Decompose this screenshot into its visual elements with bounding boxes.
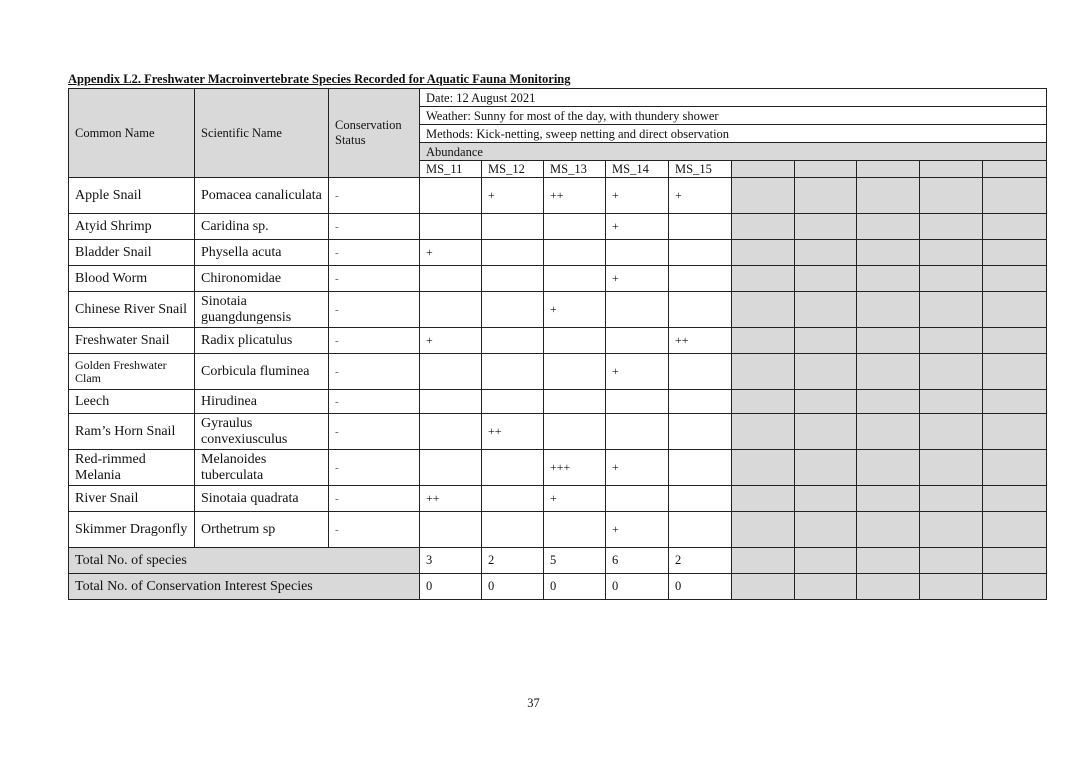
empty-grey-cell (857, 292, 920, 328)
abundance-cell: + (420, 240, 482, 266)
abundance-cell (420, 292, 482, 328)
empty-grey-cell (732, 266, 795, 292)
abundance-cell (544, 390, 606, 414)
table-title: Appendix L2. Freshwater Macroinvertebrate Species Recorded for Aquatic Fauna Monitoring (68, 72, 571, 86)
species-table (68, 88, 1047, 600)
common-name-cell: Freshwater Snail (69, 328, 195, 354)
abundance-cell: + (606, 450, 669, 486)
empty-grey-cell (983, 214, 1047, 240)
empty-grey-cell (795, 574, 857, 600)
conservation-status-cell: - (329, 354, 420, 390)
empty-grey-cell (983, 266, 1047, 292)
empty-grey-cell (983, 486, 1047, 512)
empty-grey-cell (920, 512, 983, 548)
site-header-cell (983, 161, 1047, 178)
scientific-name-cell: Sinotaia quadrata (195, 486, 329, 512)
empty-grey-cell (795, 450, 857, 486)
empty-grey-cell (920, 414, 983, 450)
totals-value-cell: 0 (544, 574, 606, 600)
table-body (69, 89, 1047, 600)
abundance-cell (669, 390, 732, 414)
table-row (69, 214, 1047, 240)
site-header-cell (857, 161, 920, 178)
totals-value-cell: 0 (669, 574, 732, 600)
empty-grey-cell (920, 328, 983, 354)
abundance-cell (606, 240, 669, 266)
empty-grey-cell (920, 266, 983, 292)
scientific-name-cell: Corbicula fluminea (195, 354, 329, 390)
header-row-date (69, 89, 1047, 107)
abundance-cell (544, 214, 606, 240)
abundance-cell (669, 240, 732, 266)
totals-label: Total No. of species (69, 548, 420, 574)
conservation-status-cell: - (329, 240, 420, 266)
empty-grey-cell (732, 574, 795, 600)
empty-grey-cell (983, 574, 1047, 600)
empty-grey-cell (920, 390, 983, 414)
scientific-name-cell: Chironomidae (195, 266, 329, 292)
empty-grey-cell (857, 414, 920, 450)
empty-grey-cell (920, 548, 983, 574)
table-row (69, 178, 1047, 214)
page-number: 37 (527, 696, 540, 710)
header-common-name: Common Name (69, 89, 195, 178)
abundance-cell: + (606, 354, 669, 390)
table-row (69, 390, 1047, 414)
abundance-cell: + (482, 178, 544, 214)
common-name-cell: Chinese River Snail (69, 292, 195, 328)
table-row (69, 292, 1047, 328)
abundance-cell: + (669, 178, 732, 214)
abundance-cell (482, 354, 544, 390)
abundance-cell: + (606, 214, 669, 240)
abundance-cell (420, 266, 482, 292)
empty-grey-cell (857, 266, 920, 292)
table-row (69, 240, 1047, 266)
common-name-cell: River Snail (69, 486, 195, 512)
abundance-cell (606, 292, 669, 328)
scientific-name-cell: Hirudinea (195, 390, 329, 414)
totals-value-cell: 0 (606, 574, 669, 600)
empty-grey-cell (983, 414, 1047, 450)
abundance-cell (669, 354, 732, 390)
empty-grey-cell (732, 214, 795, 240)
totals-value-cell: 6 (606, 548, 669, 574)
totals-row (69, 548, 1047, 574)
common-name-cell: Blood Worm (69, 266, 195, 292)
abundance-cell (669, 486, 732, 512)
abundance-cell: ++ (544, 178, 606, 214)
empty-grey-cell (857, 512, 920, 548)
empty-grey-cell (920, 450, 983, 486)
abundance-cell (606, 390, 669, 414)
empty-grey-cell (795, 266, 857, 292)
empty-grey-cell (795, 548, 857, 574)
abundance-cell (482, 240, 544, 266)
empty-grey-cell (795, 414, 857, 450)
conservation-status-cell: - (329, 266, 420, 292)
conservation-status-cell: - (329, 292, 420, 328)
empty-grey-cell (920, 574, 983, 600)
empty-grey-cell (732, 328, 795, 354)
common-name-cell: Skimmer Dragonfly (69, 512, 195, 548)
scientific-name-cell: Radix plicatulus (195, 328, 329, 354)
conservation-status-cell: - (329, 450, 420, 486)
site-header-cell: MS_12 (482, 161, 544, 178)
empty-grey-cell (983, 548, 1047, 574)
conservation-status-cell: - (329, 486, 420, 512)
table-row (69, 354, 1047, 390)
empty-grey-cell (920, 214, 983, 240)
table-row (69, 512, 1047, 548)
site-header-cell (795, 161, 857, 178)
empty-grey-cell (732, 450, 795, 486)
common-name-cell: Ram’s Horn Snail (69, 414, 195, 450)
header-methods: Methods: Kick-netting, sweep netting and direct observation (420, 125, 1047, 143)
site-header-cell: MS_15 (669, 161, 732, 178)
abundance-cell (420, 214, 482, 240)
common-name-cell: Bladder Snail (69, 240, 195, 266)
common-name-cell: Leech (69, 390, 195, 414)
empty-grey-cell (732, 512, 795, 548)
table-row (69, 266, 1047, 292)
empty-grey-cell (983, 450, 1047, 486)
abundance-cell (606, 414, 669, 450)
totals-value-cell: 0 (482, 574, 544, 600)
abundance-cell: +++ (544, 450, 606, 486)
scientific-name-cell: Sinotaia guangdungensis (195, 292, 329, 328)
empty-grey-cell (920, 486, 983, 512)
empty-grey-cell (857, 548, 920, 574)
empty-grey-cell (920, 354, 983, 390)
common-name-cell: Golden Freshwater Clam (69, 354, 195, 390)
abundance-cell (482, 512, 544, 548)
scientific-name-cell: Caridina sp. (195, 214, 329, 240)
empty-grey-cell (795, 512, 857, 548)
empty-grey-cell (983, 240, 1047, 266)
empty-grey-cell (732, 178, 795, 214)
empty-grey-cell (795, 178, 857, 214)
site-header-cell (920, 161, 983, 178)
abundance-cell: + (606, 266, 669, 292)
empty-grey-cell (857, 354, 920, 390)
abundance-cell (482, 390, 544, 414)
header-scientific-name: Scientific Name (195, 89, 329, 178)
site-header-cell: MS_14 (606, 161, 669, 178)
abundance-cell (420, 354, 482, 390)
empty-grey-cell (920, 292, 983, 328)
table-row (69, 414, 1047, 450)
totals-row (69, 574, 1047, 600)
abundance-cell (420, 414, 482, 450)
abundance-cell (482, 292, 544, 328)
header-conservation-status: Conservation Status (329, 89, 420, 178)
abundance-cell (544, 414, 606, 450)
abundance-cell (544, 240, 606, 266)
abundance-cell (482, 266, 544, 292)
conservation-status-cell: - (329, 512, 420, 548)
abundance-cell: + (544, 292, 606, 328)
empty-grey-cell (795, 354, 857, 390)
abundance-cell (544, 354, 606, 390)
header-date: Date: 12 August 2021 (420, 89, 1047, 107)
abundance-cell (544, 266, 606, 292)
abundance-cell: + (606, 178, 669, 214)
scientific-name-cell: Orthetrum sp (195, 512, 329, 548)
conservation-status-cell: - (329, 178, 420, 214)
site-header-cell (732, 161, 795, 178)
scientific-name-cell: Physella acuta (195, 240, 329, 266)
conservation-status-cell: - (329, 414, 420, 450)
table-row (69, 328, 1047, 354)
abundance-cell (420, 178, 482, 214)
empty-grey-cell (983, 328, 1047, 354)
empty-grey-cell (857, 214, 920, 240)
empty-grey-cell (732, 292, 795, 328)
abundance-cell (544, 512, 606, 548)
totals-value-cell: 0 (420, 574, 482, 600)
empty-grey-cell (732, 354, 795, 390)
abundance-cell: ++ (420, 486, 482, 512)
scientific-name-cell: Gyraulus convexiusculus (195, 414, 329, 450)
common-name-cell: Red-rimmed Melania (69, 450, 195, 486)
empty-grey-cell (795, 292, 857, 328)
conservation-status-cell: - (329, 328, 420, 354)
empty-grey-cell (857, 486, 920, 512)
empty-grey-cell (983, 354, 1047, 390)
abundance-cell (482, 486, 544, 512)
abundance-cell (669, 292, 732, 328)
empty-grey-cell (857, 390, 920, 414)
empty-grey-cell (795, 328, 857, 354)
empty-grey-cell (795, 214, 857, 240)
abundance-cell: + (544, 486, 606, 512)
table-row (69, 450, 1047, 486)
empty-grey-cell (795, 486, 857, 512)
empty-grey-cell (857, 178, 920, 214)
empty-grey-cell (983, 390, 1047, 414)
header-abundance: Abundance (420, 143, 1047, 161)
abundance-cell: + (606, 512, 669, 548)
empty-grey-cell (920, 178, 983, 214)
abundance-cell (606, 486, 669, 512)
empty-grey-cell (920, 240, 983, 266)
abundance-cell (669, 266, 732, 292)
conservation-status-cell: - (329, 390, 420, 414)
abundance-cell: + (420, 328, 482, 354)
totals-value-cell: 5 (544, 548, 606, 574)
empty-grey-cell (732, 548, 795, 574)
empty-grey-cell (732, 486, 795, 512)
common-name-cell: Atyid Shrimp (69, 214, 195, 240)
site-header-cell: MS_11 (420, 161, 482, 178)
totals-value-cell: 2 (669, 548, 732, 574)
abundance-cell (482, 214, 544, 240)
empty-grey-cell (983, 178, 1047, 214)
abundance-cell (420, 450, 482, 486)
scientific-name-cell: Pomacea canaliculata (195, 178, 329, 214)
abundance-cell: ++ (482, 414, 544, 450)
totals-value-cell: 3 (420, 548, 482, 574)
abundance-cell (606, 328, 669, 354)
abundance-cell (669, 414, 732, 450)
empty-grey-cell (732, 414, 795, 450)
scientific-name-cell: Melanoides tuberculata (195, 450, 329, 486)
conservation-status-cell: - (329, 214, 420, 240)
totals-label: Total No. of Conservation Interest Species (69, 574, 420, 600)
abundance-cell (482, 450, 544, 486)
empty-grey-cell (732, 390, 795, 414)
empty-grey-cell (732, 240, 795, 266)
empty-grey-cell (857, 574, 920, 600)
empty-grey-cell (795, 390, 857, 414)
empty-grey-cell (983, 292, 1047, 328)
abundance-cell (544, 328, 606, 354)
totals-value-cell: 2 (482, 548, 544, 574)
header-weather: Weather: Sunny for most of the day, with thundery shower (420, 107, 1047, 125)
common-name-cell: Apple Snail (69, 178, 195, 214)
empty-grey-cell (795, 240, 857, 266)
empty-grey-cell (857, 328, 920, 354)
abundance-cell (669, 450, 732, 486)
abundance-cell (669, 512, 732, 548)
abundance-cell (420, 512, 482, 548)
abundance-cell (669, 214, 732, 240)
abundance-cell (420, 390, 482, 414)
table-row (69, 486, 1047, 512)
abundance-cell (482, 328, 544, 354)
empty-grey-cell (857, 240, 920, 266)
empty-grey-cell (983, 512, 1047, 548)
empty-grey-cell (857, 450, 920, 486)
site-header-cell: MS_13 (544, 161, 606, 178)
abundance-cell: ++ (669, 328, 732, 354)
